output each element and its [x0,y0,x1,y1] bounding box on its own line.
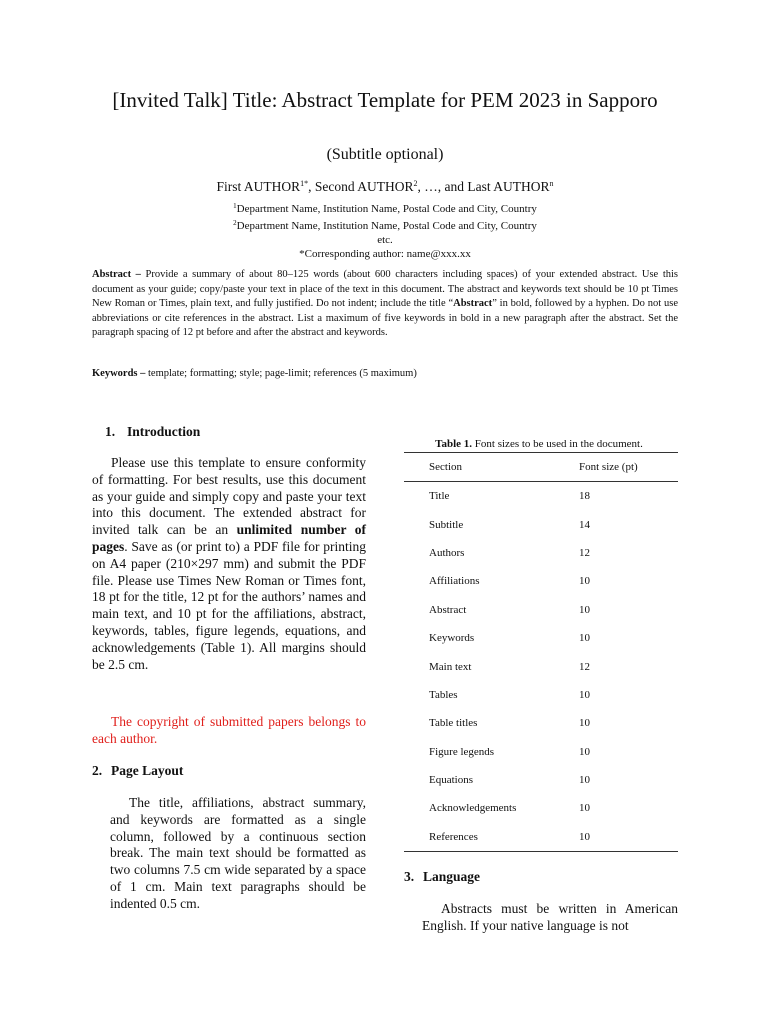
table-caption [400,438,678,450]
page-subtitle: (Subtitle optional) [326,146,444,163]
table-cell-size: 12 [579,546,590,559]
table-row [404,709,678,737]
abstract-text-2: ” in bold, followed by a hyphen. Do not use abbreviations or cite references in the abstract. List a maximum of five keywords in bold in a new paragraph after the abstract. Set the paragraph spacing of 12 pt before and after the abstract and keywords. [92,298,678,338]
section-number: 2. [92,763,103,778]
section-title: Page Layout [111,763,184,778]
font-size-table [404,452,678,852]
section-heading-language [404,869,480,885]
table-cell-size: 10 [579,632,590,645]
table-row [404,624,678,652]
author-first-sup: 1* [300,179,309,188]
table-row [404,596,678,624]
table-cell-section: Title [429,490,450,503]
table-cell-section: Tables [429,688,458,701]
table-row [404,681,678,709]
table-cell-section: Subtitle [429,518,464,531]
table-row [404,539,678,567]
author-second: , Second AUTHOR [308,179,414,194]
section-heading-page-layout [92,763,183,779]
section-number: 1. [105,424,116,439]
table-cell-size: 10 [579,688,590,701]
table-row [404,510,678,538]
table-cell-size: 10 [579,603,590,616]
keywords-label: Keywords – [92,368,146,379]
table-cell-section: Table titles [429,717,478,730]
table-cell-size: 10 [579,717,590,730]
table-header-row [404,453,678,482]
table-cell-size: 18 [579,490,590,503]
abstract-label: Abstract – [92,269,141,280]
intro-text-1: Please use this template to ensure conformity of formatting. For best results, use this document as your guide and simply copy and paste your text into this document. The extended abstract for invited talk can be an [92,455,366,538]
table-cell-size: 10 [579,802,590,815]
table-header-font-size: Font size (pt) [579,453,678,482]
table-cell-section: Authors [429,546,465,559]
author-list [60,179,710,195]
abstract-paragraph [92,268,678,341]
table-cell-section: Main text [429,660,472,673]
author-second-sup: 2 [413,179,418,188]
affiliation-2 [190,216,580,233]
table-cell-size: 10 [579,745,590,758]
table-row [404,567,678,595]
table-caption-text: Font sizes to be used in the document. [472,438,643,450]
table-cell-section: Equations [429,774,473,787]
affiliation-block [190,199,580,261]
section-number: 3. [404,869,415,884]
table-row [404,766,678,794]
affiliation-1-text: Department Name, Institution Name, Postal Code and City, Country [236,203,537,215]
table-row [404,794,678,822]
author-last: , …, and Last AUTHOR [417,179,550,194]
table-caption-label: Table 1. [435,438,473,450]
table-cell-section: Keywords [429,632,475,645]
language-paragraph: Abstracts must be written in American English. If your native language is not [422,901,678,933]
table-cell-size: 10 [579,774,590,787]
corresponding-author: *Corresponding author: name@xxx.xx [299,248,471,260]
affiliation-1-sup: 1 [233,202,237,210]
author-last-sup: n [549,179,554,188]
section-title: Introduction [127,424,201,439]
table-cell-size: 12 [579,660,590,673]
table-header-section: Section [404,453,579,482]
table-cell-section: Abstract [429,603,467,616]
keywords-paragraph [92,367,678,381]
affiliation-2-sup: 2 [233,219,237,227]
section-title: Language [423,869,481,884]
copyright-notice: The copyright of submitted papers belongs to each author. [92,714,366,746]
table-cell-size: 10 [579,830,590,843]
page-title: [Invited Talk] Title: Abstract Template for PEM 2023 in Sapporo [112,88,658,112]
table-row [404,823,678,851]
layout-paragraph: The title, affiliations, abstract summary, and keywords are formatted as a single column, followed by a continuous section break. The main text should be formatted as two columns 7.5 cm wide separated by a space of 1 cm. Main text paragraphs should be indented 0.5 cm. [110,795,366,911]
intro-paragraph-1 [92,455,366,673]
table-cell-section: Affiliations [429,575,480,588]
abstract-text-1: Provide a summary of about 80–125 words (about 600 characters including spaces) of your extended abstract. Use this document as your guide; copy/paste your text in place of the text in this document. The abstract and keywords text should be 10 pt Times New Roman or Times, plain text, and fully justified. Do not indent; include the title “ [92,269,678,309]
table-cell-size: 10 [579,575,590,588]
table-cell-section: Acknowledgements [429,802,517,815]
table-cell-size: 14 [579,518,590,531]
intro-bold-text: unlimited number of pages [92,522,366,554]
affiliation-2-text: Department Name, Institution Name, Postal Code and City, Country [236,220,537,232]
table-row [404,652,678,680]
table-row [404,482,678,511]
font-size-table-grid [404,453,678,851]
abstract-bold-word: Abstract [453,298,493,309]
affiliation-1 [190,199,580,216]
section-heading-introduction [105,424,200,440]
keywords-text: template; formatting; style; page-limit; references (5 maximum) [145,368,417,379]
table-cell-section: Figure legends [429,745,495,758]
table-row [404,738,678,766]
author-first: First AUTHOR [216,179,301,194]
intro-text-2: . Save as (or print to) a PDF file for printing on A4 paper (210×297 mm) and submit the PDF file. Please use Times New Roman or Times font, 18 pt for the title, 12 pt for the authors’ names and main text, and 10 pt for the affiliations, abstract, keywords, tables, figure legends, equations, and acknowledgements (Table 1). All margins should be 2.5 cm. [92,538,366,672]
affiliation-etc: etc. [377,234,393,246]
table-cell-section: References [429,830,478,843]
